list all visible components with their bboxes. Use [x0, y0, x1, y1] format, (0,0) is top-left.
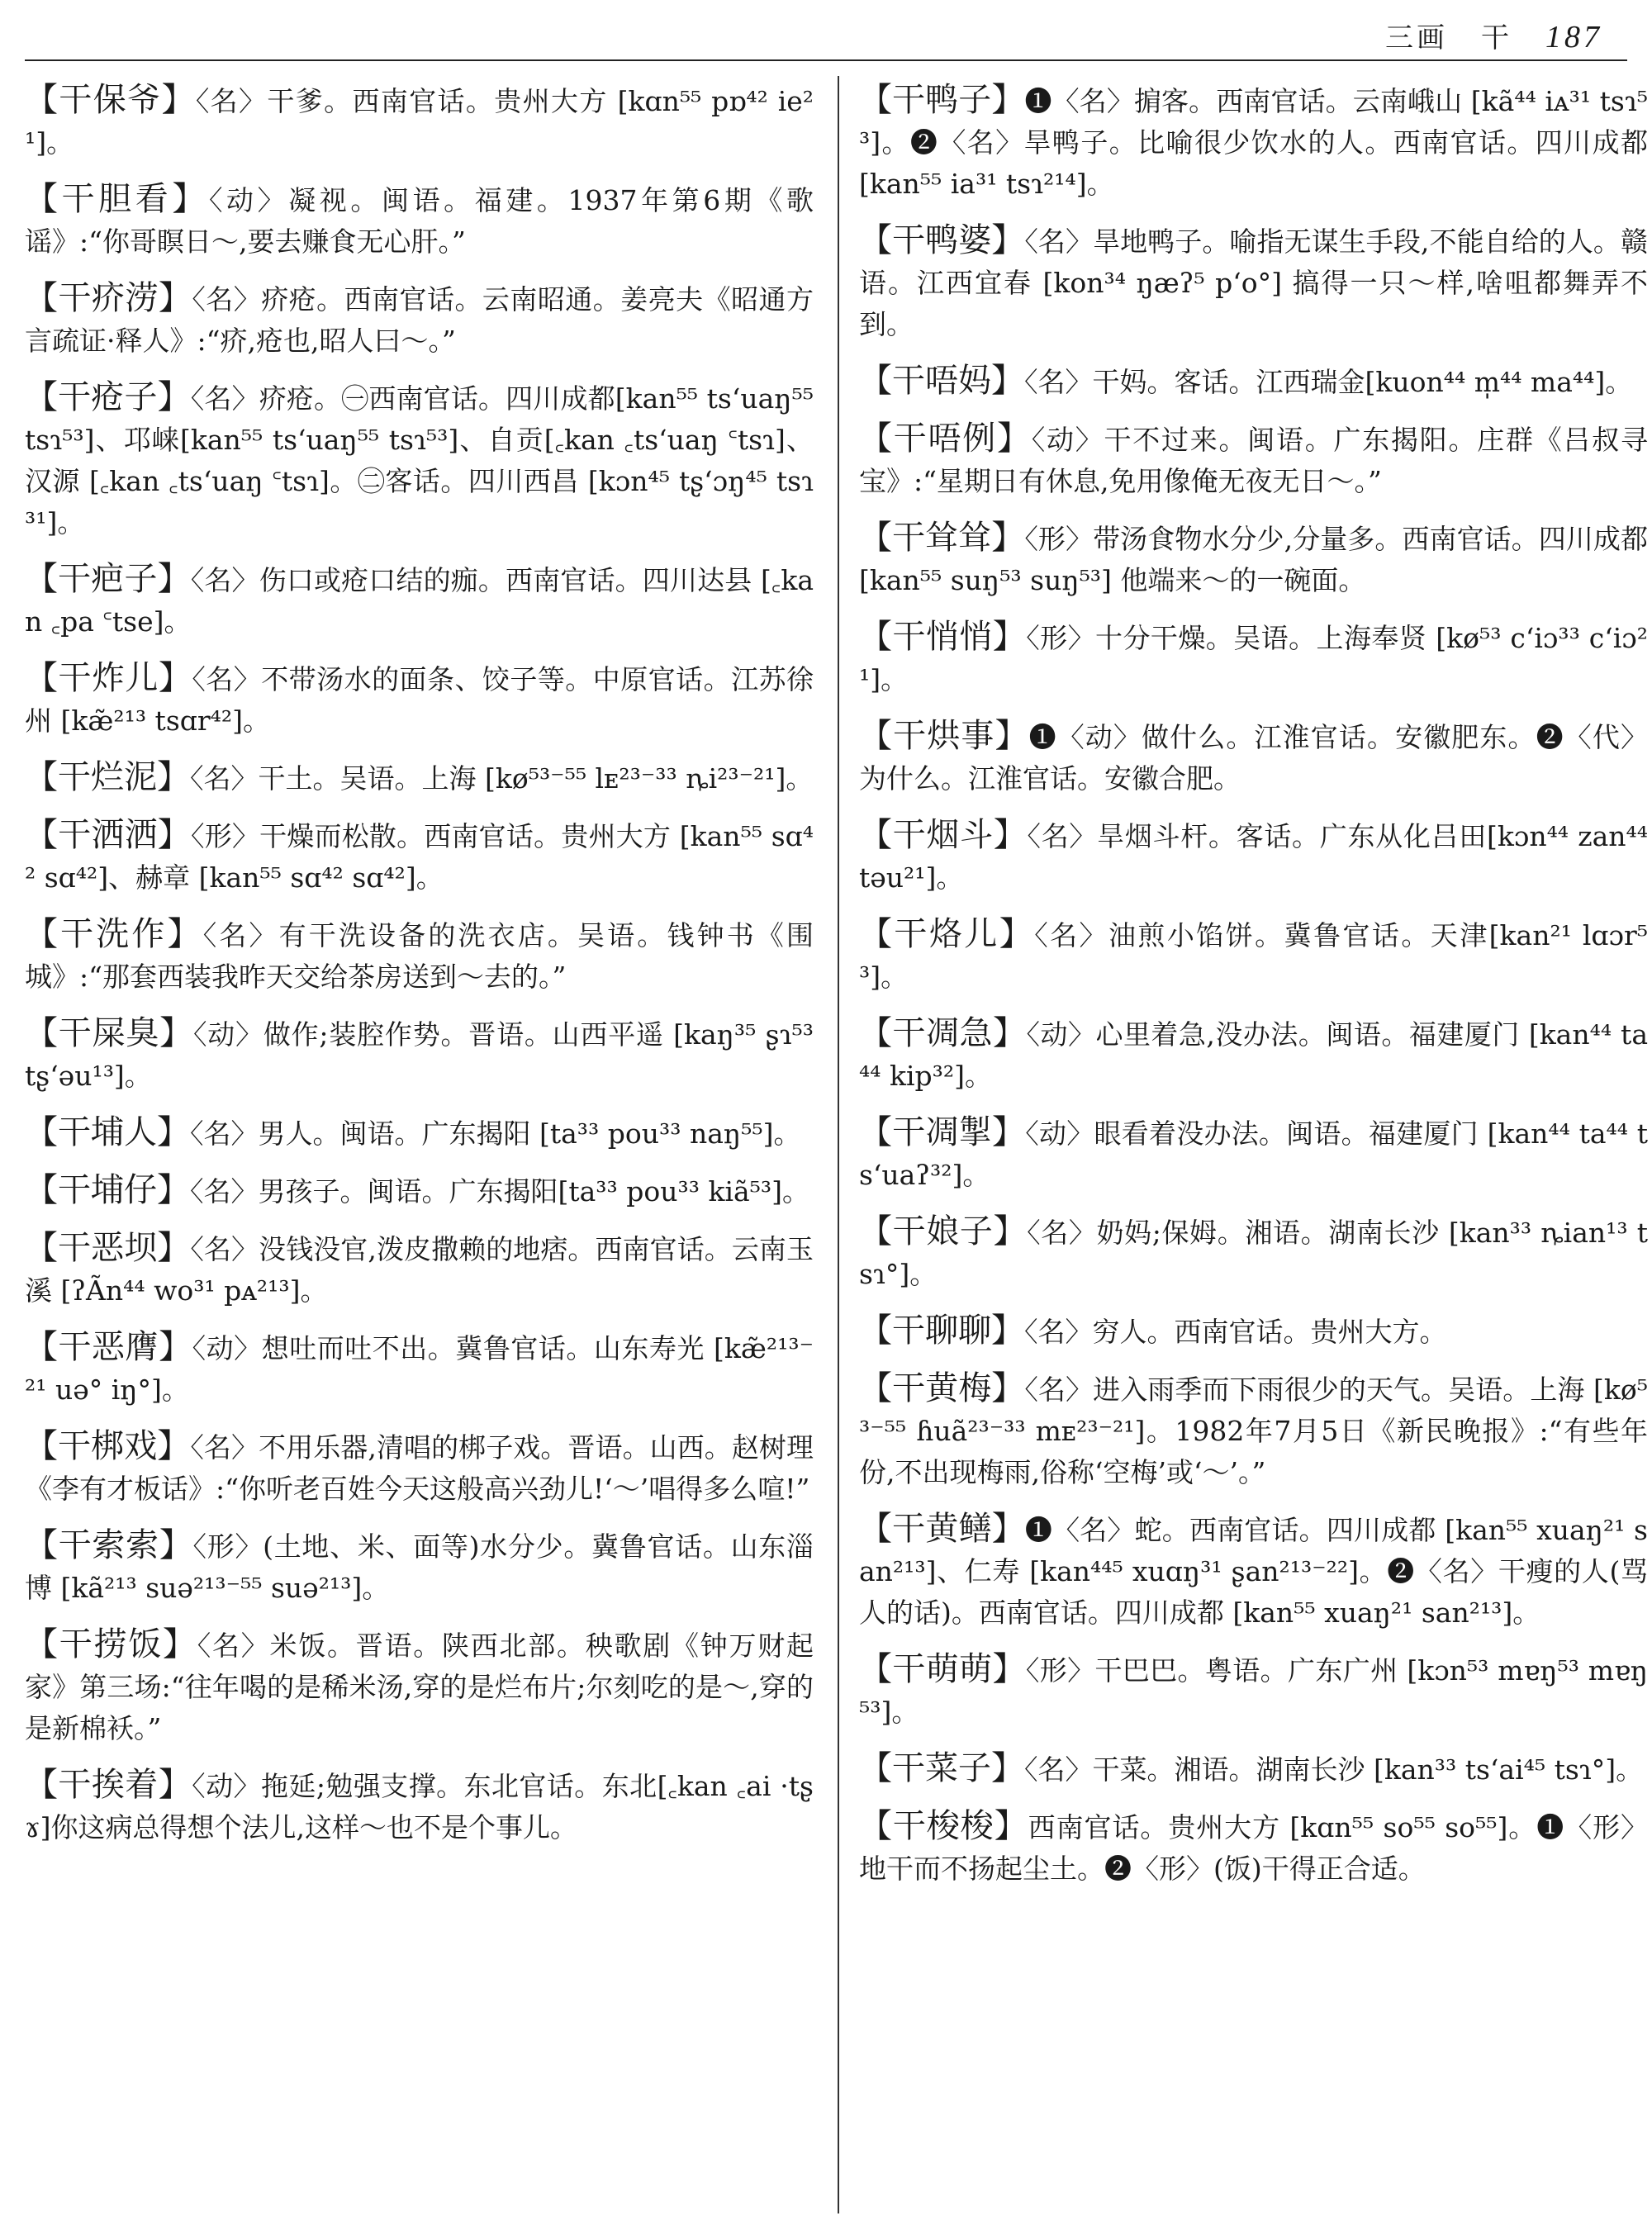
entry-headword: 【干埔人】	[25, 1113, 190, 1151]
entry-headword: 【干保爷】	[25, 81, 196, 119]
dictionary-entry	[859, 418, 1648, 502]
entry-headword: 【干梆戏】	[25, 1427, 191, 1465]
dictionary-entry	[25, 1112, 814, 1155]
dictionary-entry	[859, 517, 1648, 601]
dictionary-entry	[25, 178, 814, 263]
entry-headword: 【干烘事】	[859, 717, 1029, 755]
entry-text: 〈名〉没钱没官,泼皮撒赖的地痞。西南官话。云南玉溪 [ʔÃn⁴⁴ wo³¹ pᴀ²¹³]。	[25, 1233, 814, 1307]
header-char: 干	[1481, 21, 1512, 55]
entry-text: 〈动〉拖延;勉强支撑。东北官话。东北[꜀kan ꜀ai ·tʂɤ]你这病总得想个法儿,这样～也不是个事儿。	[25, 1770, 814, 1843]
entry-text: 〈动〉想吐而吐不出。冀鲁官话。山东寿光 [kæ̃²¹³⁻²¹ uə° iŋ°]。	[25, 1332, 814, 1406]
entry-text: 〈名〉有干洗设备的洗衣店。吴语。钱钟书《围城》:“那套西装我昨天交给茶房送到～去的。”	[25, 919, 814, 993]
dictionary-entry	[25, 1525, 814, 1609]
entry-headword: 【干烟斗】	[859, 816, 1028, 854]
entry-text: 〈名〉米饭。晋语。陕西北部。秧歌剧《钟万财起家》第三场:“往年喝的是稀米汤,穿的是烂布片;尔刻吃的是～,穿的是新棉袄。”	[25, 1630, 814, 1744]
entry-text: 西南官话。贵州大方 [kɑn⁵⁵ so⁵⁵ so⁵⁵]。❶〈形〉地干而不扬起尘土。❷〈形〉(饭)干得正合适。	[859, 1811, 1649, 1885]
entry-text: 〈形〉(土地、米、面等)水分少。冀鲁官话。山东淄博 [kã²¹³ suə²¹³⁻⁵⁵ suə²¹³]。	[25, 1530, 814, 1604]
entry-text: 〈形〉带汤食物水分少,分量多。西南官话。四川成都 [kan⁵⁵ suŋ⁵³ suŋ⁵³] 他端来～的一碗面。	[859, 523, 1648, 596]
entry-text: 〈动〉眼看着没办法。闽语。福建厦门 [kan⁴⁴ ta⁴⁴ tsʻuaʔ³²]。	[859, 1117, 1649, 1191]
entry-text: 〈名〉旱烟斗杆。客话。广东从化吕田[kɔn⁴⁴ zan⁴⁴ təu²¹]。	[859, 820, 1648, 894]
dictionary-entry	[859, 360, 1648, 403]
entry-text: ❶〈名〉掮客。西南官话。云南峨山 [kã⁴⁴ iᴀ³¹ tsɿ⁵³]。❷〈名〉旱鸭子。比喻很少饮水的人。西南官话。四川成都 [kan⁵⁵ ia³¹ tsɿ²¹⁴]。	[859, 85, 1649, 200]
column-divider	[838, 76, 839, 2213]
entry-headword: 【干烙儿】	[859, 915, 1035, 953]
entry-text: 〈名〉不用乐器,清唱的梆子戏。晋语。山西。赵树理《李有才板话》:“你听老百姓今天这般高兴劲儿!‘～’唱得多么喧!”	[25, 1431, 814, 1505]
entry-headword: 【干凋掣】	[859, 1113, 1026, 1151]
dictionary-entry	[25, 1013, 814, 1097]
entry-headword: 【干挨着】	[25, 1766, 192, 1804]
dictionary-entry	[859, 616, 1648, 700]
entry-text: 〈名〉不带汤水的面条、饺子等。中原官话。江苏徐州 [kæ̃²¹³ tsɑr⁴²]。	[25, 663, 814, 737]
entry-headword: 【干屎臭】	[25, 1014, 193, 1052]
entry-text: 〈名〉男人。闽语。广东揭阳 [ta³³ pou³³ naŋ⁵⁵]。	[190, 1117, 801, 1150]
dictionary-entry	[859, 1748, 1648, 1791]
dictionary-entry	[859, 1211, 1648, 1295]
entry-text: ❶〈动〉做什么。江淮官话。安徽肥东。❷〈代〉为什么。江淮官话。安徽合肥。	[859, 721, 1649, 795]
entry-headword: 【干恶坝】	[25, 1229, 191, 1267]
entry-headword: 【干黄梅】	[859, 1369, 1025, 1407]
entry-headword: 【干疮子】	[25, 378, 191, 416]
entry-headword: 【干捞饭】	[25, 1625, 197, 1663]
dictionary-entry	[25, 278, 814, 362]
header-rule	[25, 59, 1627, 61]
dictionary-entry	[859, 1013, 1648, 1097]
dictionary-entry	[25, 1227, 814, 1312]
entry-text: 〈名〉干菜。湘语。湖南长沙 [kan³³ tsʻai⁴⁵ tsɿ°]。	[1024, 1753, 1644, 1786]
dictionary-entry	[859, 715, 1648, 799]
entry-text: 〈名〉干爹。西南官话。贵州大方 [kɑn⁵⁵ pɒ⁴² ie²¹]。	[25, 85, 814, 159]
entry-headword: 【干萌萌】	[859, 1650, 1026, 1688]
entry-text: 〈名〉油煎小馅饼。冀鲁官话。天津[kan²¹ lɑɔr⁵³]。	[859, 919, 1648, 993]
entry-headword: 【干悄悄】	[859, 618, 1027, 656]
entry-headword: 【干恶膺】	[25, 1328, 192, 1366]
left-column	[25, 79, 814, 1863]
entry-headword: 【干疥涝】	[25, 279, 192, 317]
entry-headword: 【干菜子】	[859, 1749, 1024, 1787]
entry-text: 〈形〉干巴巴。粤语。广东广州 [kɔn⁵³ mɐŋ⁵³ mɐŋ⁵³]。	[859, 1654, 1649, 1728]
entry-text: 〈名〉伤口或疮口结的痂。西南官话。四川达县 [꜀kan ꜀pa ꜂tse]。	[25, 564, 814, 638]
entry-text: 〈动〉干不过来。闽语。广东揭阳。庄群《吕叔寻宝》:“星期日有休息,免用像俺无夜无日～。”	[859, 424, 1648, 497]
entry-text: 〈形〉十分干燥。吴语。上海奉贤 [kø⁵³ cʻiɔ³³ cʻiɔ²¹]。	[859, 622, 1648, 695]
entry-text: 〈名〉疥疮。西南官话。云南昭通。姜亮夫《昭通方言疏证·释人》:“疥,疮也,昭人曰～。”	[25, 283, 814, 357]
entry-headword: 【干索索】	[25, 1526, 193, 1564]
entry-headword: 【干黄鳝】	[859, 1510, 1025, 1548]
dictionary-entry	[25, 657, 814, 742]
entry-text: 〈名〉干妈。客话。江西瑞金[kuon⁴⁴ m̩⁴⁴ ma⁴⁴]。	[1024, 366, 1633, 398]
dictionary-entry	[25, 558, 814, 643]
dictionary-entry	[25, 377, 814, 543]
dictionary-entry	[859, 1112, 1648, 1196]
entry-headword: 【干疤子】	[25, 560, 191, 598]
dictionary-entry	[25, 757, 814, 799]
right-column	[859, 79, 1648, 1905]
dictionary-entry	[25, 1624, 814, 1749]
entry-headword: 【干鸭婆】	[859, 221, 1025, 259]
entry-headword: 【干娘子】	[859, 1212, 1028, 1250]
entry-headword: 【干洒洒】	[25, 816, 191, 854]
entry-headword: 【干耸耸】	[859, 519, 1025, 557]
dictionary-entry	[859, 814, 1648, 899]
entry-text: 〈名〉旱地鸭子。喻指无谋生手段,不能自给的人。赣语。江西宜春 [kon³⁴ ŋæʔ⁵ pʻo°] 搞得一只～样,啥咀都舞弄不到。	[859, 225, 1648, 340]
entry-headword: 【干梭梭】	[859, 1807, 1028, 1845]
dictionary-entry	[859, 1508, 1648, 1634]
dictionary-entry	[25, 1326, 814, 1411]
header-section: 三画	[1385, 21, 1448, 55]
entry-text: 〈名〉干土。吴语。上海 [kø⁵³⁻⁵⁵ lᴇ²³⁻³³ ȵi²³⁻²¹]。	[190, 762, 814, 795]
entry-text: 〈名〉男孩子。闽语。广东揭阳[ta³³ pou³³ kiã⁵³]。	[190, 1175, 810, 1208]
entry-headword: 【干埔仔】	[25, 1171, 190, 1209]
dictionary-entry	[25, 814, 814, 899]
running-header	[1385, 15, 1602, 55]
entry-headword: 【干炸儿】	[25, 659, 192, 697]
dictionary-entry	[25, 1426, 814, 1510]
entry-text: 〈名〉疥疮。㊀西南官话。四川成都[kan⁵⁵ tsʻuaŋ⁵⁵ tsɿ⁵³]、邛崃[kan⁵⁵ tsʻuaŋ⁵⁵ tsɿ⁵³]、自贡[꜀kan ꜀tsʻuaŋ ꜂tsɿ]、汉源 [꜀kan ꜀tsʻuaŋ ꜂tsɿ]。㊁客话。四川西昌 [kɔn⁴⁵ tʂʻɔŋ⁴⁵ tsɿ³¹]。	[25, 382, 814, 539]
dictionary-entry	[25, 1170, 814, 1212]
entry-headword: 【干唔妈】	[859, 362, 1024, 400]
dictionary-entry	[25, 913, 814, 998]
dictionary-entry	[859, 220, 1648, 345]
dictionary-entry	[859, 1805, 1648, 1890]
entry-text: ❶〈名〉蛇。西南官话。四川成都 [kan⁵⁵ xuaŋ²¹ san²¹³]、仁寿 [kan⁴⁴⁵ xuɑŋ³¹ ʂan²¹³⁻²²]。❷〈名〉干瘦的人(骂人的话)。西南官话。四川成都 [kan⁵⁵ xuaŋ²¹ san²¹³]。	[859, 1514, 1648, 1629]
dictionary-entry	[25, 1764, 814, 1848]
entry-text: 〈动〉心里着急,没办法。闽语。福建厦门 [kan⁴⁴ ta⁴⁴ kip³²]。	[859, 1018, 1648, 1092]
dictionary-entry	[25, 79, 814, 164]
entry-text: 〈形〉干燥而松散。西南官话。贵州大方 [kan⁵⁵ sɑ⁴² sɑ⁴²]、赫章 [kan⁵⁵ sɑ⁴² sɑ⁴²]。	[25, 820, 814, 894]
entry-headword: 【干洗作】	[25, 915, 203, 953]
entry-text: 〈名〉奶妈;保姆。湘语。湖南长沙 [kan³³ ȵian¹³ tsɿ°]。	[859, 1217, 1648, 1290]
dictionary-entry	[859, 913, 1648, 998]
entry-headword: 【干凋急】	[859, 1014, 1027, 1052]
dictionary-entry	[859, 1368, 1648, 1493]
entry-headword: 【干聊聊】	[859, 1312, 1024, 1350]
entry-text: 〈动〉凝视。闽语。福建。1937年第6期《歌谣》:“你哥瞑日～,要去赚食无心肝。”	[25, 184, 814, 258]
entry-text: 〈名〉进入雨季而下雨很少的天气。吴语。上海 [kø⁵³⁻⁵⁵ ɦuã²³⁻³³ mᴇ²³⁻²¹]。1982年7月5日《新民晚报》:“有些年份,不出现梅雨,俗称‘空梅’或‘～’。”	[859, 1374, 1649, 1488]
entry-text: 〈动〉做作;装腔作势。晋语。山西平遥 [kaŋ³⁵ ʂɿ⁵³ tʂʻəu¹³]。	[25, 1018, 814, 1092]
entry-headword: 【干胆看】	[25, 180, 209, 218]
dictionary-entry	[859, 79, 1648, 205]
page-number: 187	[1545, 20, 1602, 55]
entry-headword: 【干唔例】	[859, 420, 1032, 458]
entry-headword: 【干烂泥】	[25, 758, 190, 796]
dictionary-entry	[859, 1310, 1648, 1353]
entry-headword: 【干鸭子】	[859, 81, 1025, 119]
entry-text: 〈名〉穷人。西南官话。贵州大方。	[1024, 1316, 1447, 1348]
dictionary-entry	[859, 1649, 1648, 1733]
